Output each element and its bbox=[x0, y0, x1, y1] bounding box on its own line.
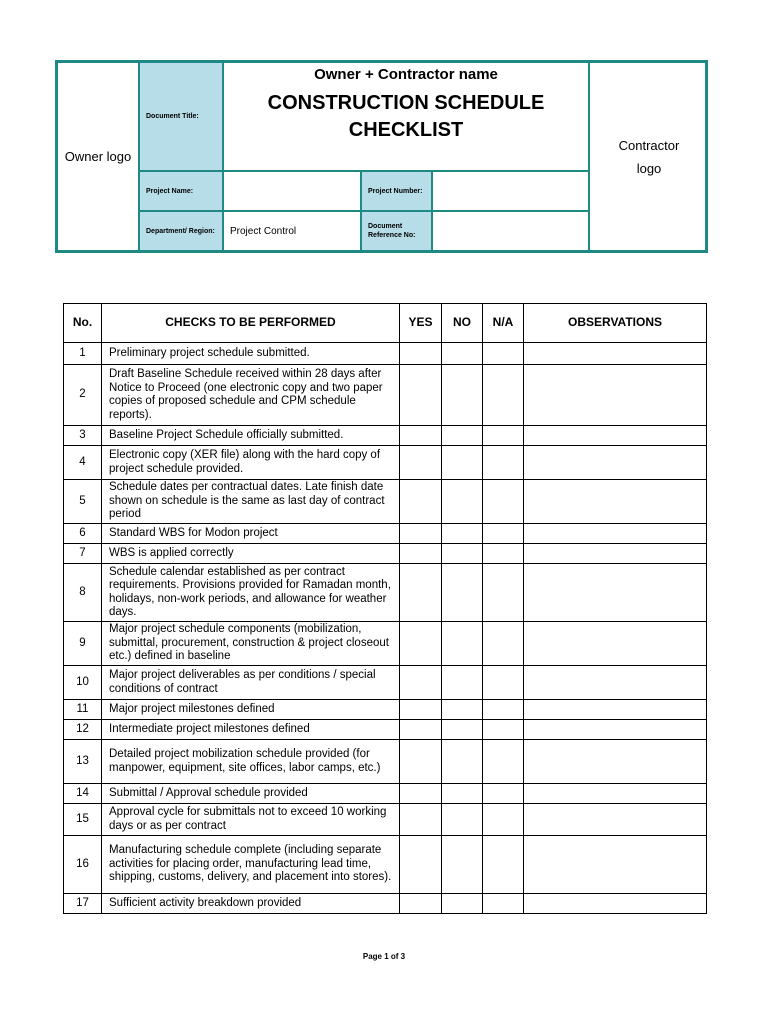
observations-cell[interactable] bbox=[524, 740, 707, 784]
observations-cell[interactable] bbox=[524, 524, 707, 544]
na-cell[interactable] bbox=[483, 666, 524, 700]
yes-cell[interactable] bbox=[400, 740, 442, 784]
observations-cell[interactable] bbox=[524, 700, 707, 720]
na-cell[interactable] bbox=[483, 365, 524, 426]
document-title: CONSTRUCTION SCHEDULE CHECKLIST bbox=[267, 92, 545, 141]
check-text: Preliminary project schedule submitted. bbox=[102, 343, 400, 365]
check-text: Electronic copy (XER file) along with the hard copy of project schedule provided. bbox=[102, 446, 400, 480]
col-header-yes: YES bbox=[400, 304, 442, 343]
project-name-label: Project Name: bbox=[140, 172, 222, 210]
observations-cell[interactable] bbox=[524, 894, 707, 914]
yes-cell[interactable] bbox=[400, 426, 442, 446]
col-header-no-answer: NO bbox=[442, 304, 483, 343]
no-cell[interactable] bbox=[442, 480, 483, 524]
yes-cell[interactable] bbox=[400, 666, 442, 700]
row-number: 4 bbox=[64, 446, 102, 480]
na-cell[interactable] bbox=[483, 700, 524, 720]
no-cell[interactable] bbox=[442, 564, 483, 622]
no-cell[interactable] bbox=[442, 720, 483, 740]
row-number: 9 bbox=[64, 622, 102, 666]
row-number: 3 bbox=[64, 426, 102, 446]
table-row bbox=[64, 622, 707, 666]
no-cell[interactable] bbox=[442, 622, 483, 666]
observations-cell[interactable] bbox=[524, 666, 707, 700]
yes-cell[interactable] bbox=[400, 836, 442, 894]
observations-cell[interactable] bbox=[524, 365, 707, 426]
row-number: 12 bbox=[64, 720, 102, 740]
yes-cell[interactable] bbox=[400, 700, 442, 720]
na-cell[interactable] bbox=[483, 784, 524, 804]
observations-cell[interactable] bbox=[524, 480, 707, 524]
table-row bbox=[64, 365, 707, 426]
no-cell[interactable] bbox=[442, 365, 483, 426]
observations-cell[interactable] bbox=[524, 446, 707, 480]
doc-reference-label: Document Reference No: bbox=[362, 212, 431, 250]
col-header-checks: CHECKS TO BE PERFORMED bbox=[102, 304, 400, 343]
project-name-field[interactable] bbox=[224, 172, 360, 210]
check-text: Draft Baseline Schedule received within 28 days after Notice to Proceed (one electronic copy and two paper copies of proposed schedule and CPM schedule reports). bbox=[102, 365, 400, 426]
yes-cell[interactable] bbox=[400, 564, 442, 622]
na-cell[interactable] bbox=[483, 894, 524, 914]
row-number: 1 bbox=[64, 343, 102, 365]
yes-cell[interactable] bbox=[400, 365, 442, 426]
row-number: 11 bbox=[64, 700, 102, 720]
table-row bbox=[64, 666, 707, 700]
na-cell[interactable] bbox=[483, 564, 524, 622]
row-number: 17 bbox=[64, 894, 102, 914]
yes-cell[interactable] bbox=[400, 720, 442, 740]
no-cell[interactable] bbox=[442, 784, 483, 804]
observations-cell[interactable] bbox=[524, 784, 707, 804]
check-text: Major project schedule components (mobilization, submittal, procurement, construction & project closeout etc.) defined in baseline bbox=[102, 622, 400, 666]
table-row bbox=[64, 564, 707, 622]
observations-cell[interactable] bbox=[524, 564, 707, 622]
row-number: 10 bbox=[64, 666, 102, 700]
department-field[interactable]: Project Control bbox=[230, 225, 297, 237]
na-cell[interactable] bbox=[483, 426, 524, 446]
table-row bbox=[64, 343, 707, 365]
table-row bbox=[64, 426, 707, 446]
col-header-no: No. bbox=[64, 304, 102, 343]
na-cell[interactable] bbox=[483, 740, 524, 784]
na-cell[interactable] bbox=[483, 446, 524, 480]
observations-cell[interactable] bbox=[524, 720, 707, 740]
na-cell[interactable] bbox=[483, 480, 524, 524]
yes-cell[interactable] bbox=[400, 480, 442, 524]
title-area bbox=[224, 63, 588, 170]
owner-contractor-name: Owner + Contractor name bbox=[314, 66, 498, 83]
check-text: Approval cycle for submittals not to exceed 10 working days or as per contract bbox=[102, 804, 400, 836]
document-header bbox=[55, 60, 708, 253]
table-row bbox=[64, 446, 707, 480]
row-number: 13 bbox=[64, 740, 102, 784]
table-row bbox=[64, 544, 707, 564]
row-number: 2 bbox=[64, 365, 102, 426]
no-cell[interactable] bbox=[442, 836, 483, 894]
document-title-label: Document Title: bbox=[140, 63, 222, 170]
na-cell[interactable] bbox=[483, 622, 524, 666]
check-text: Major project milestones defined bbox=[102, 700, 400, 720]
table-row bbox=[64, 836, 707, 894]
table-row bbox=[64, 804, 707, 836]
row-number: 7 bbox=[64, 544, 102, 564]
check-text: Intermediate project milestones defined bbox=[102, 720, 400, 740]
no-cell[interactable] bbox=[442, 804, 483, 836]
yes-cell[interactable] bbox=[400, 343, 442, 365]
no-cell[interactable] bbox=[442, 446, 483, 480]
no-cell[interactable] bbox=[442, 700, 483, 720]
na-cell[interactable] bbox=[483, 343, 524, 365]
table-row bbox=[64, 524, 707, 544]
no-cell[interactable] bbox=[442, 740, 483, 784]
na-cell[interactable] bbox=[483, 524, 524, 544]
observations-cell[interactable] bbox=[524, 426, 707, 446]
row-number: 6 bbox=[64, 524, 102, 544]
na-cell[interactable] bbox=[483, 836, 524, 894]
yes-cell[interactable] bbox=[400, 622, 442, 666]
na-cell[interactable] bbox=[483, 720, 524, 740]
observations-cell[interactable] bbox=[524, 544, 707, 564]
owner-logo: Owner logo bbox=[64, 149, 132, 164]
check-text: Baseline Project Schedule officially submitted. bbox=[102, 426, 400, 446]
no-cell[interactable] bbox=[442, 894, 483, 914]
row-number: 5 bbox=[64, 480, 102, 524]
doc-reference-field[interactable] bbox=[433, 212, 588, 250]
yes-cell[interactable] bbox=[400, 894, 442, 914]
na-cell[interactable] bbox=[483, 804, 524, 836]
col-header-na: N/A bbox=[483, 304, 524, 343]
table-row bbox=[64, 740, 707, 784]
check-text: Sufficient activity breakdown provided bbox=[102, 894, 400, 914]
yes-cell[interactable] bbox=[400, 544, 442, 564]
table-row bbox=[64, 784, 707, 804]
no-cell[interactable] bbox=[442, 544, 483, 564]
check-text: Detailed project mobilization schedule provided (for manpower, equipment, site offices, labor camps, etc.) bbox=[102, 740, 400, 784]
department-label: Department/ Region: bbox=[140, 212, 222, 250]
yes-cell[interactable] bbox=[400, 524, 442, 544]
row-number: 16 bbox=[64, 836, 102, 894]
observations-cell[interactable] bbox=[524, 836, 707, 894]
checklist-table bbox=[63, 303, 707, 914]
no-cell[interactable] bbox=[442, 426, 483, 446]
yes-cell[interactable] bbox=[400, 784, 442, 804]
check-text: Schedule dates per contractual dates. Late finish date shown on schedule is the same as last day of contract period bbox=[102, 480, 400, 524]
observations-cell[interactable] bbox=[524, 622, 707, 666]
yes-cell[interactable] bbox=[400, 804, 442, 836]
check-text: WBS is applied correctly bbox=[102, 544, 400, 564]
table-row bbox=[64, 480, 707, 524]
table-header-row bbox=[64, 304, 707, 343]
no-cell[interactable] bbox=[442, 524, 483, 544]
row-number: 15 bbox=[64, 804, 102, 836]
project-number-field[interactable] bbox=[433, 172, 588, 210]
row-number: 14 bbox=[64, 784, 102, 804]
contractor-logo: Contractor logo bbox=[618, 137, 680, 176]
table-row bbox=[64, 720, 707, 740]
check-text: Schedule calendar established as per contract requirements. Provisions provided for Ramadan month, holidays, non-work periods, and allowance for weather days. bbox=[102, 564, 400, 622]
table-row bbox=[64, 700, 707, 720]
check-text: Manufacturing schedule complete (including separate activities for placing order, manufacturing lead time, shipping, customs, delivery, and placement into stores). bbox=[102, 836, 400, 894]
observations-cell[interactable] bbox=[524, 804, 707, 836]
no-cell[interactable] bbox=[442, 666, 483, 700]
row-number: 8 bbox=[64, 564, 102, 622]
no-cell[interactable] bbox=[442, 343, 483, 365]
check-text: Standard WBS for Modon project bbox=[102, 524, 400, 544]
observations-cell[interactable] bbox=[524, 343, 707, 365]
check-text: Submittal / Approval schedule provided bbox=[102, 784, 400, 804]
na-cell[interactable] bbox=[483, 544, 524, 564]
check-text: Major project deliverables as per conditions / special conditions of contract bbox=[102, 666, 400, 700]
yes-cell[interactable] bbox=[400, 446, 442, 480]
project-number-label: Project Number: bbox=[362, 172, 431, 210]
table-row bbox=[64, 894, 707, 914]
col-header-observations: OBSERVATIONS bbox=[524, 304, 707, 343]
page-number: Page 1 of 3 bbox=[362, 952, 406, 961]
